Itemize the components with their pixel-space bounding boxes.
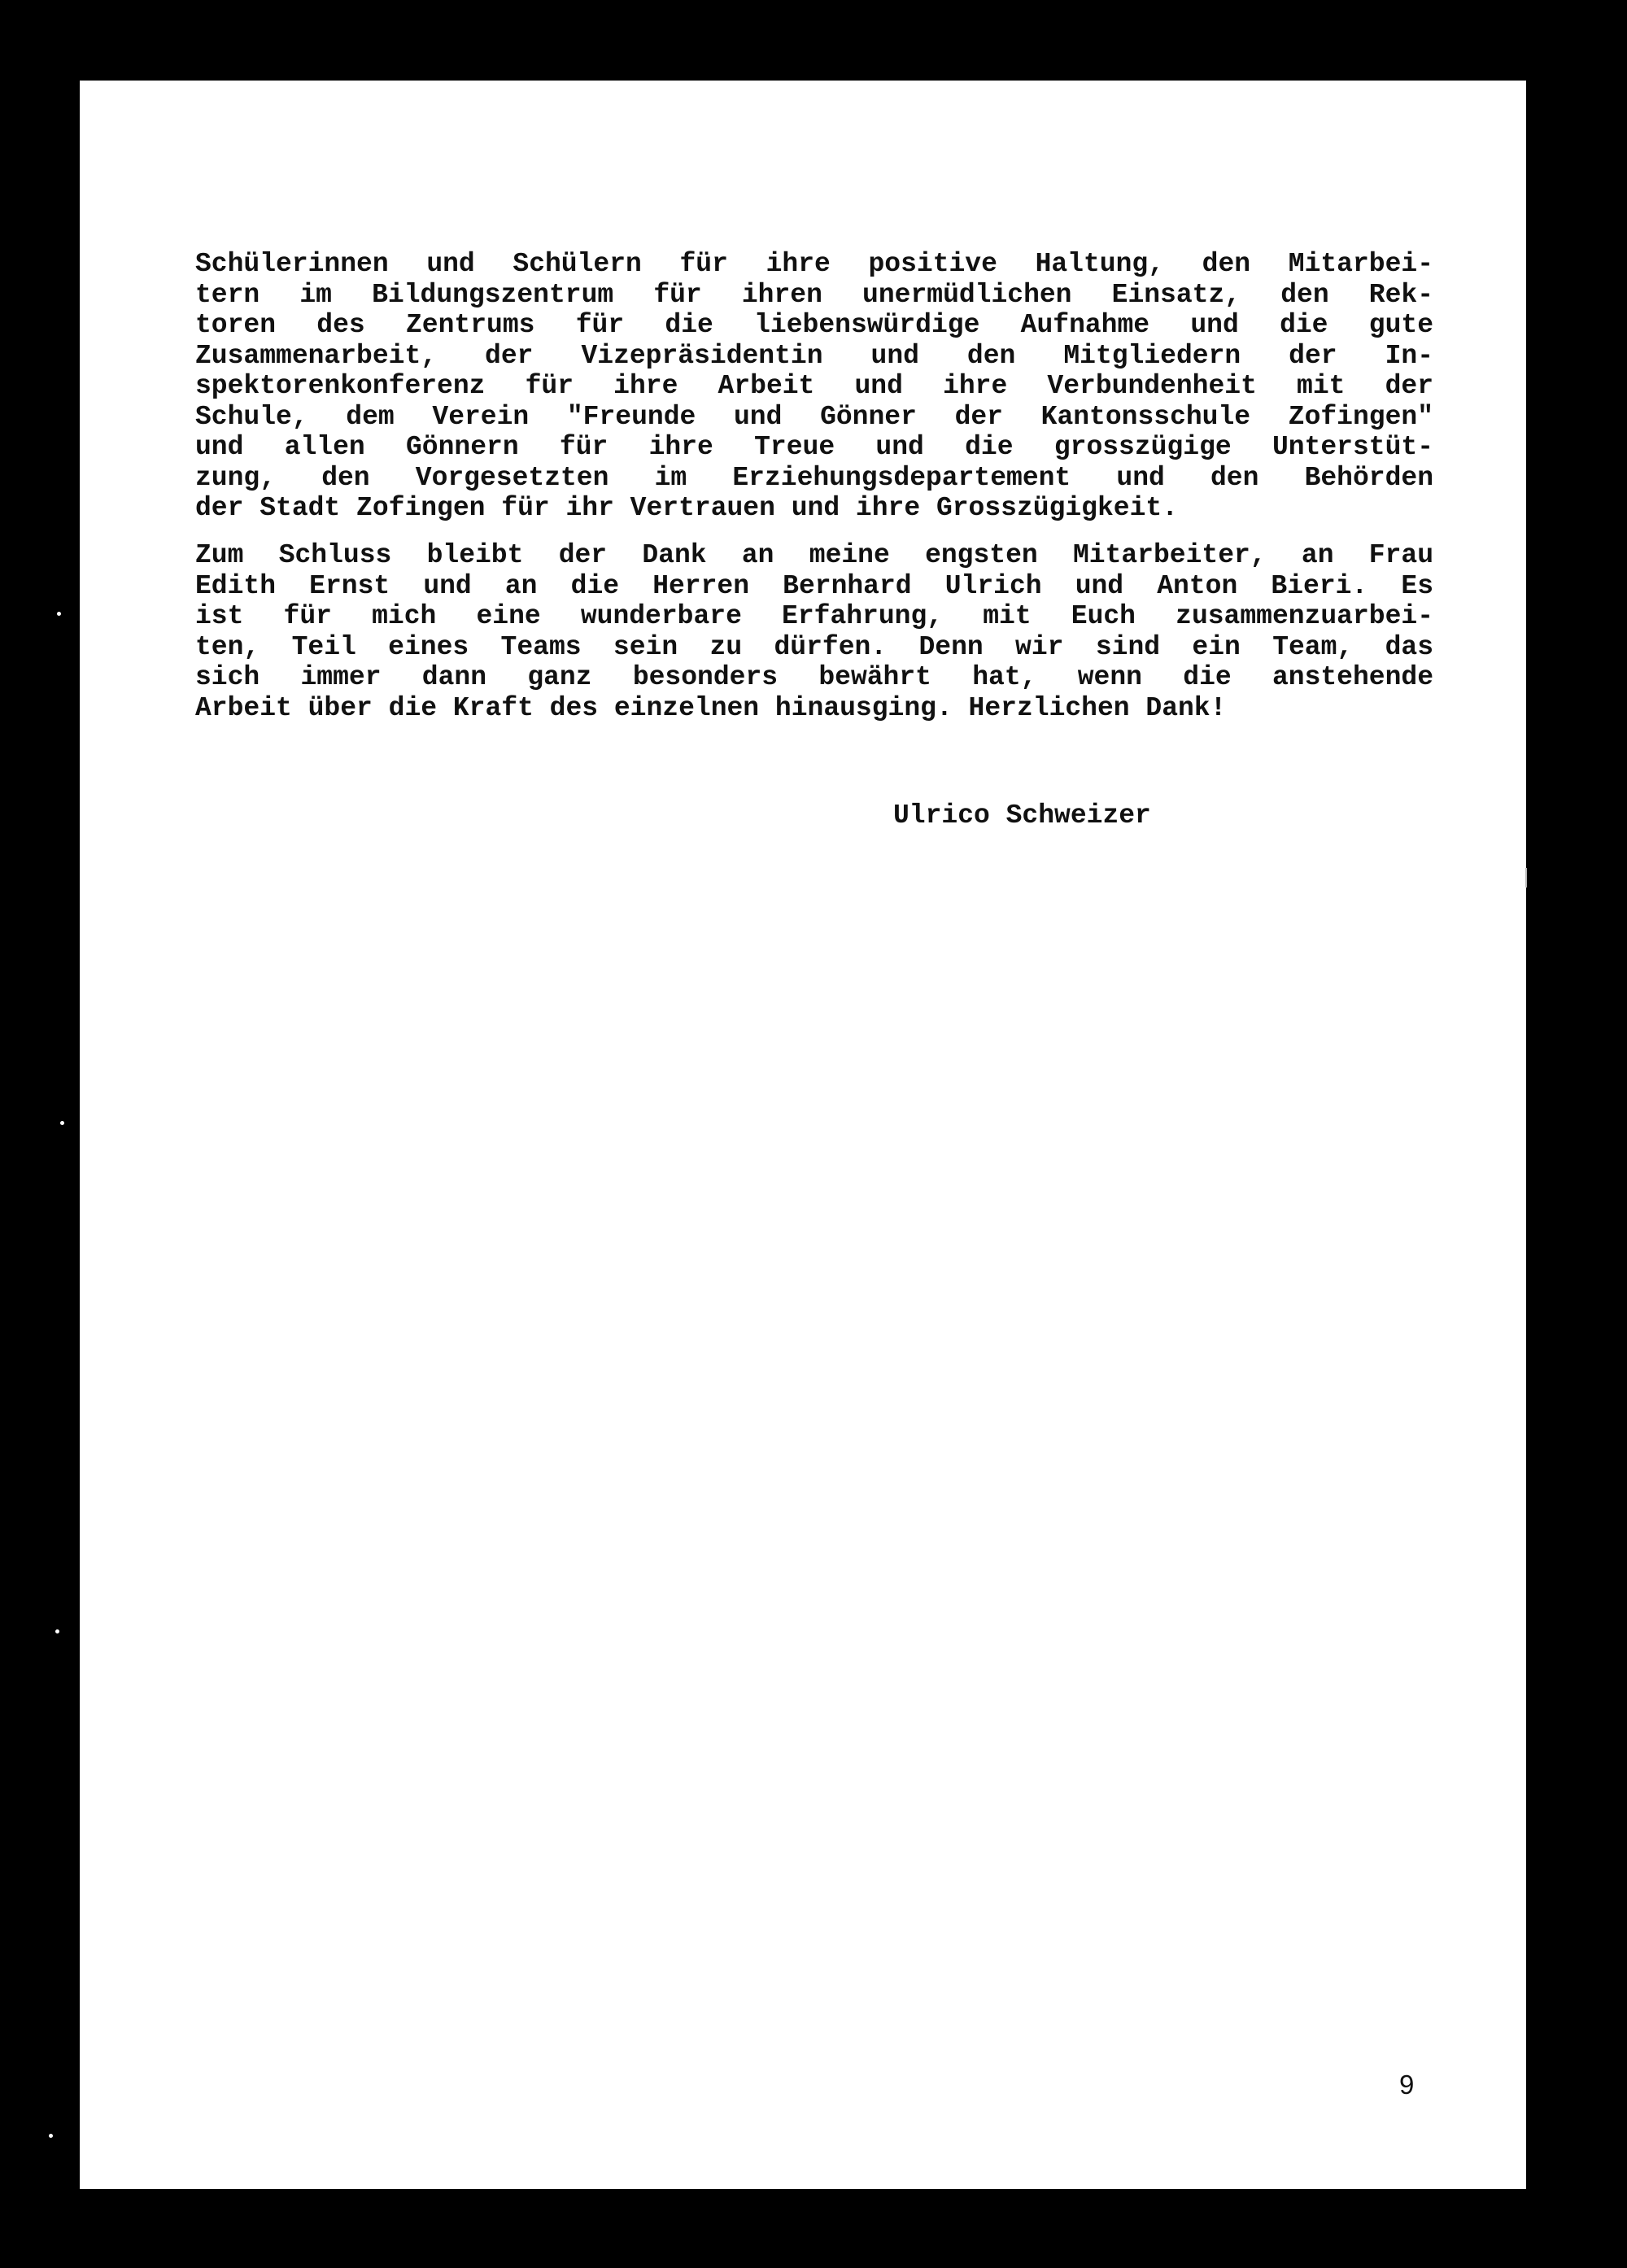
scan-mark	[1525, 868, 1527, 888]
text-line: Schülerinnen und Schülern für ihre positive Haltung, den Mitarbei-	[195, 249, 1433, 279]
text-line: ten, Teil eines Teams sein zu dürfen. Denn wir sind ein Team, das	[195, 631, 1433, 662]
scan-speck	[83, 122, 87, 126]
text-line: tern im Bildungszentrum für ihren unermüdlichen Einsatz, den Rek-	[195, 279, 1433, 310]
text-line: Zum Schluss bleibt der Dank an meine engsten Mitarbeiter, an Frau	[195, 540, 1433, 570]
paragraph-closing	[195, 540, 1433, 723]
text-line: zung, den Vorgesetzten im Erziehungsdepartement und den Behörden	[195, 462, 1433, 493]
text-line: Zusammenarbeit, der Vizepräsidentin und den Mitgliedern der In-	[195, 340, 1433, 371]
text-line: und allen Gönnern für ihre Treue und die grosszügige Unterstüt-	[195, 432, 1433, 462]
document-page	[80, 81, 1526, 2189]
scan-speck	[57, 612, 61, 616]
text-line: spektorenkonferenz für ihre Arbeit und ihre Verbundenheit mit der	[195, 371, 1433, 401]
signature: Ulrico Schweizer	[893, 800, 1151, 831]
scan-speck	[49, 2134, 53, 2138]
text-line: der Stadt Zofingen für ihr Vertrauen und ihre Grosszügigkeit.	[195, 493, 1178, 523]
scan-speck	[60, 1121, 64, 1125]
text-line: Arbeit über die Kraft des einzelnen hinausging. Herzlichen Dank!	[195, 692, 1227, 723]
page-number: 9	[1399, 2070, 1415, 2100]
text-line: toren des Zentrums für die liebenswürdige Aufnahme und die gute	[195, 310, 1433, 340]
text-line: Edith Ernst und an die Herren Bernhard Ulrich und Anton Bieri. Es	[195, 570, 1433, 601]
text-line: Schule, dem Verein "Freunde und Gönner der Kantonsschule Zofingen"	[195, 401, 1433, 432]
scan-speck	[55, 1629, 59, 1633]
text-line: ist für mich eine wunderbare Erfahrung, mit Euch zusammenzuarbei-	[195, 601, 1433, 631]
text-line: sich immer dann ganz besonders bewährt hat, wenn die anstehende	[195, 662, 1433, 692]
paragraph-thanks	[195, 249, 1433, 524]
